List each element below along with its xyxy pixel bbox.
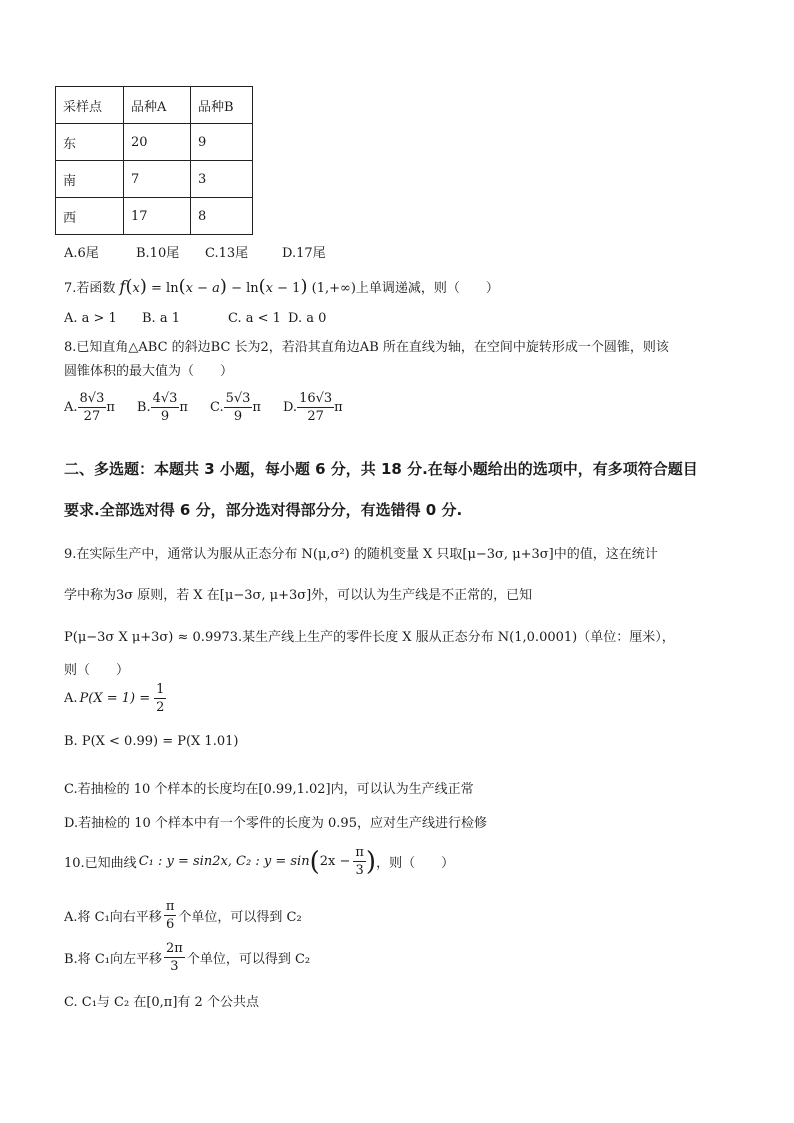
q10-option-a-den: 6 <box>165 917 175 932</box>
q8-option-b-label: B. <box>136 400 151 415</box>
q6-option-b: B.10尾 <box>136 246 180 261</box>
q10-frac <box>353 846 366 877</box>
q8-option-b-frac <box>151 392 180 423</box>
q9-option-a-den: 2 <box>156 700 165 715</box>
q8-option-b-num: 4√3 <box>152 391 178 406</box>
q10-inner: 2x − <box>319 854 351 869</box>
q7-one: 1 <box>292 281 301 296</box>
q7-option-a: A. a > 1 <box>64 311 117 326</box>
table-row <box>56 161 253 198</box>
q6-option-a: A.6尾 <box>64 246 99 261</box>
q7-suffix: 上单调递减，则（ ） <box>355 281 499 296</box>
table-row <box>56 124 253 161</box>
q8-option-c-pi: π <box>252 400 261 415</box>
section-2-heading-line-2: 要求.全部选对得 6 分，部分选对得部分分，有选错得 0 分. <box>64 501 463 519</box>
q6-option-c: C.13尾 <box>205 246 249 261</box>
q9-option-d: D.若抽检的 10 个样本中有一个零件的长度为 0.95，应对生产线进行检修 <box>64 816 487 831</box>
table-cell: 东 <box>56 124 124 161</box>
q8-option-d-frac <box>297 392 334 423</box>
q7-prefix: 7.若函数 <box>64 281 116 296</box>
table-cell: 南 <box>56 161 124 198</box>
q8-option-a-pi: π <box>106 400 115 415</box>
q8-option-b-pi: π <box>179 400 188 415</box>
q7-minus-ln: − ln <box>231 281 259 296</box>
q8-option-c-label: C. <box>209 400 224 415</box>
table-cell: 7 <box>124 161 191 198</box>
q8-option-b-den: 9 <box>160 409 170 424</box>
q10-curves: C₁ : y = sin2x, C₂ : y = sin <box>138 854 310 869</box>
q8-option-c-den: 9 <box>233 409 243 424</box>
q8-option-a-frac <box>78 392 107 423</box>
q7-a: a <box>212 281 220 296</box>
table-header-cell: 品种B <box>191 87 253 124</box>
q8-option-a-num: 8√3 <box>79 391 105 406</box>
table-cell: 3 <box>191 161 253 198</box>
table-header-cell: 品种A <box>124 87 191 124</box>
q10-option-a-pre: A.将 C₁向右平移 <box>64 910 162 925</box>
table-cell: 8 <box>191 198 253 235</box>
table-header-cell: 采样点 <box>56 87 124 124</box>
q8-option-c-frac <box>224 392 253 423</box>
q10-frac-den: 3 <box>355 863 364 878</box>
q9-option-a-frac <box>154 683 166 714</box>
table-cell: 17 <box>124 198 191 235</box>
q10-stem: 10.已知曲线 C₁ : y = sin2x, C₂ : y = sin ( 2x − $\frac{\pi}{3}$ ) ，则（ ） <box>64 845 455 878</box>
q9-option-a-expr: P(X = 1) = <box>79 691 151 706</box>
sampling-table <box>55 86 253 235</box>
q8-line-2: 圆锥体积的最大值为（ ） <box>64 364 234 379</box>
q9-option-b: B. P(X < 0.99) = P(X 1.01) <box>64 734 239 749</box>
q10-option-b-pre: B.将 C₁向左平移 <box>64 952 162 967</box>
q9-line-3: P(μ−3σ X μ+3σ) ≈ 0.9973.某生产线上生产的零件长度 X 服从正态分布 N(1,0.0001)（单位：厘米）， <box>64 630 675 645</box>
q8-option-d-den: 27 <box>307 409 324 424</box>
q10-option-a <box>64 900 302 931</box>
q7-option-d: D. a 0 <box>288 311 327 326</box>
q7-x: x <box>132 281 140 296</box>
q10-option-a-frac <box>164 900 177 931</box>
q8-option-d-num: 16√3 <box>299 391 333 406</box>
q6-option-d: D.17尾 <box>282 246 326 261</box>
q7-option-b: B. a 1 <box>142 311 180 326</box>
q10-frac-num: π <box>355 845 364 860</box>
q9-option-a-label: A. <box>64 691 78 706</box>
q10-prefix: 10.已知曲线 <box>64 856 137 871</box>
q8-options <box>64 392 343 423</box>
q10-option-b-den: 3 <box>170 959 179 974</box>
q8-option-a-label: A. <box>64 400 78 415</box>
q7-interval: (1,+∞) <box>311 281 356 296</box>
q9-option-c: C.若抽检的 10 个样本的长度均在[0.99,1.02]内，可以认为生产线正常 <box>64 782 474 797</box>
q7-f: f <box>119 277 126 296</box>
q10-option-b <box>64 942 310 973</box>
q10-suffix: ，则（ ） <box>376 856 455 871</box>
q10-option-a-post: 个单位，可以得到 C₂ <box>178 910 302 925</box>
q7-eq: = ln <box>151 281 179 296</box>
q10-option-b-post: 个单位，可以得到 C₂ <box>186 952 311 967</box>
q7-stem: 7.若函数 f(x) = ln(x − a) − ln(x − 1) (1,+∞)上单调递减，则（ ） <box>64 276 499 297</box>
q10-option-b-num: 2π <box>165 941 183 956</box>
q10-option-a-num: π <box>165 899 175 914</box>
q8-line-1: 8.已知直角△ABC 的斜边BC 长为2，若沿其直角边AB 所在直线为轴，在空间中旋转形成一个圆锥，则该 <box>64 340 669 355</box>
q8-option-a-den: 27 <box>83 409 101 424</box>
q7-option-c: C. a < 1 <box>228 311 281 326</box>
q10-option-b-frac <box>164 942 185 973</box>
q10-option-c: C. C₁与 C₂ 在[0,π]有 2 个公共点 <box>64 995 259 1010</box>
table-cell: 西 <box>56 198 124 235</box>
table-header-row <box>56 87 253 124</box>
table-row <box>56 198 253 235</box>
q8-option-c-num: 5√3 <box>225 391 251 406</box>
q9-line-2: 学中称为3σ 原则，若 X 在[μ−3σ, μ+3σ]外，可以认为生产线是不正常的，已知 <box>64 588 533 603</box>
q8-option-d-pi: π <box>334 400 343 415</box>
q9-line-1: 9.在实际生产中，通常认为服从正态分布 N(μ,σ²) 的随机变量 X 只取[μ−3σ, μ+3σ]中的值，这在统计 <box>64 547 658 562</box>
table-cell: 9 <box>191 124 253 161</box>
q9-line-4: 则（ ） <box>64 663 130 678</box>
table-cell: 20 <box>124 124 191 161</box>
q8-option-d-label: D. <box>282 400 298 415</box>
q9-option-a <box>64 683 166 714</box>
q9-option-a-num: 1 <box>156 682 165 697</box>
section-2-heading-line-1: 二、多选题：本题共 3 小题，每小题 6 分，共 18 分.在每小题给出的选项中，有多项符合题目 <box>64 460 698 478</box>
